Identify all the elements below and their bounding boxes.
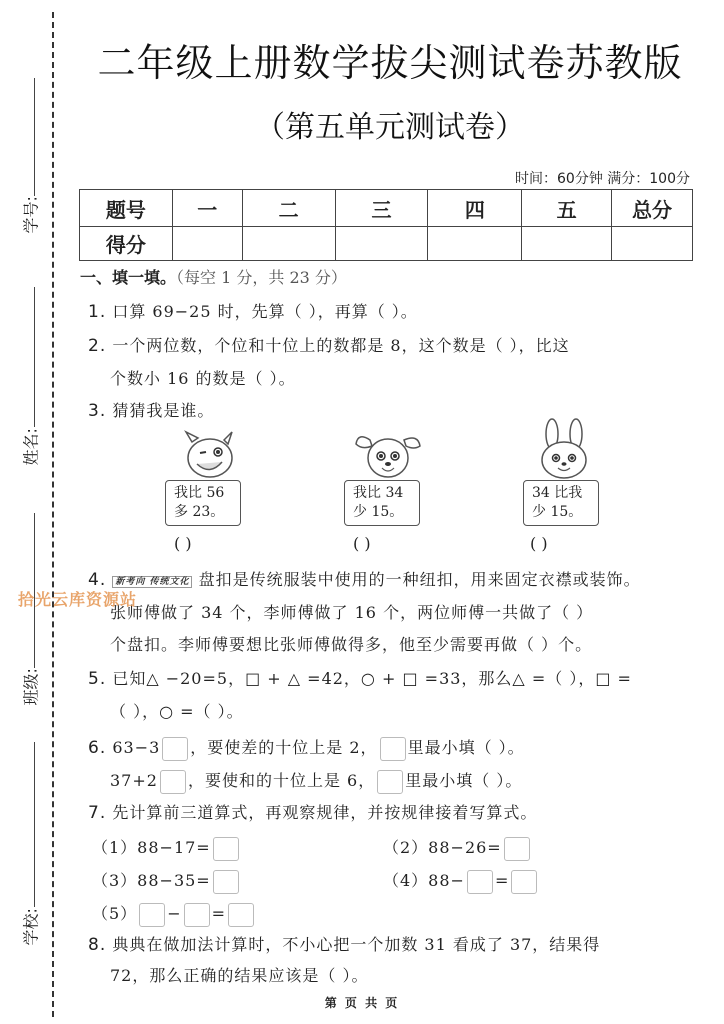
score-cell[interactable]: [172, 227, 242, 261]
q6a-pre: 63−3: [112, 738, 161, 757]
score-cell[interactable]: [335, 227, 428, 261]
score-cell[interactable]: [242, 227, 335, 261]
question-6b: [110, 768, 522, 794]
exam-meta: 时间：60分钟 满分：100分: [515, 171, 690, 187]
question-4-cont: 个盘扣。李师傅要想比张师傅做得多，他至少需要再做（ ）个。: [110, 635, 593, 654]
score-table: [79, 189, 693, 261]
question-8: [88, 932, 600, 955]
q6b-post: 里最小填（ ）。: [405, 771, 523, 790]
q7-item-label: （4）88−: [383, 871, 465, 890]
score-header-cell: 五: [522, 190, 612, 227]
score-header-cell: 总分: [612, 190, 693, 227]
answer-box[interactable]: [504, 837, 530, 861]
score-header-cell: 三: [335, 190, 428, 227]
q6b-pre: 37+2: [110, 771, 158, 790]
q6a-post: 里最小填（ ）。: [407, 738, 525, 757]
rabbit-answer-blank[interactable]: ( ): [530, 534, 548, 553]
dog-sign: [344, 480, 420, 526]
question-text: 一个两位数，个位和十位上的数都是 8，这个数是（ ），比这: [112, 336, 570, 355]
goat-answer-blank[interactable]: ( ): [174, 534, 192, 553]
question-5-cont: （ ），○ =（ ）。: [110, 702, 244, 721]
score-row-label: 得分: [80, 227, 173, 261]
rabbit-illustration: [524, 418, 604, 480]
answer-box[interactable]: [213, 870, 239, 894]
watermark: 拾光云库资源站: [18, 590, 138, 609]
school-line: [34, 742, 35, 907]
answer-box[interactable]: [184, 903, 210, 927]
score-cell[interactable]: [522, 227, 612, 261]
rabbit-sign: [523, 480, 599, 526]
page-footer: 第 页 共 页: [324, 996, 400, 1010]
question-4-cont: 张师傅做了 34 个，李师傅做了 16 个，两位师傅一共做了（ ）: [110, 603, 594, 622]
question-text: 已知△ −20=5，□ + △ =42，○ + □ =33，那么△ =（ ），□ =: [112, 669, 632, 688]
student-id-label: 学号:: [21, 196, 41, 234]
goat-sign-line: 多 23。: [174, 504, 225, 520]
rabbit-sign-line: 34 比我: [532, 485, 583, 501]
question-1: [88, 299, 418, 322]
school-label: 学校:: [21, 908, 41, 946]
question-text: 口算 69−25 时，先算（ ），再算（ ）。: [112, 302, 418, 321]
score-cell[interactable]: [428, 227, 522, 261]
score-header-cell: 一: [172, 190, 242, 227]
equals-sign: =: [494, 871, 510, 890]
question-4: [88, 567, 641, 590]
name-label: 姓名:: [21, 428, 41, 466]
question-text: 典典在做加法计算时，不小心把一个加数 31 看成了 37，结果得: [112, 935, 601, 954]
q7-item-label: （2）88−26=: [383, 838, 502, 857]
dog-sign-line: 少 15。: [353, 504, 404, 520]
page-title: 二年级上册数学拔尖测试卷苏教版: [97, 41, 683, 85]
question-number: 4.: [88, 570, 107, 590]
question-number: 7.: [88, 803, 107, 823]
goat-sign-line: 我比 56: [174, 485, 225, 501]
answer-box[interactable]: [228, 903, 254, 927]
question-number: 8.: [88, 935, 107, 955]
dog-illustration: [348, 428, 428, 480]
question-8-cont: 72，那么正确的结果应该是（ ）。: [110, 966, 369, 985]
binding-dashed-line: [52, 12, 54, 1017]
q7-item-4: [383, 868, 539, 894]
q6a-mid: ，要使差的十位上是 2，: [190, 738, 378, 757]
question-text: 先计算前三道算式，再观察规律，并按规律接着写算式。: [112, 803, 538, 822]
question-number: 5.: [88, 669, 107, 689]
question-3: [88, 398, 214, 421]
score-table-header-row: [80, 190, 693, 227]
section-1-title: 一、填一填。: [80, 268, 177, 287]
page-subtitle: （第五单元测试卷）: [255, 110, 525, 145]
section-1-heading: [80, 265, 347, 288]
q7-item-5: [92, 901, 256, 927]
answer-box[interactable]: [377, 770, 403, 794]
answer-box[interactable]: [162, 737, 188, 761]
score-header-cell: 二: [242, 190, 335, 227]
question-2: [88, 333, 570, 356]
q6b-mid: ，要使和的十位上是 6，: [187, 771, 376, 790]
goat-sign: [165, 480, 241, 526]
answer-box[interactable]: [213, 837, 239, 861]
question-number: 1.: [88, 302, 107, 322]
question-text: 盘扣是传统服装中使用的一种纽扣，用来固定衣襟或装饰。: [198, 570, 641, 589]
q7-item-3: [92, 868, 241, 894]
question-number: 2.: [88, 336, 107, 356]
score-header-cell: 四: [428, 190, 522, 227]
score-cell[interactable]: [612, 227, 693, 261]
dog-answer-blank[interactable]: ( ): [353, 534, 371, 553]
q7-item-1: [92, 835, 241, 861]
q7-item-2: [383, 835, 532, 861]
answer-box[interactable]: [160, 770, 186, 794]
equals-sign: =: [211, 904, 226, 923]
question-5: [88, 666, 632, 689]
question-7: [88, 800, 537, 823]
answer-box[interactable]: [380, 737, 406, 761]
question-6a: [88, 735, 525, 761]
q7-item-label: （3）88−35=: [92, 871, 211, 890]
question-2-cont: 个数小 16 的数是（ ）。: [110, 369, 296, 388]
dog-sign-line: 我比 34: [353, 485, 404, 501]
new-trend-tag: 新考向 传统文化: [112, 576, 192, 588]
name-line: [34, 287, 35, 427]
answer-box[interactable]: [139, 903, 165, 927]
score-header-cell: 题号: [80, 190, 173, 227]
question-number: 6.: [88, 738, 107, 758]
answer-box[interactable]: [467, 870, 493, 894]
score-table-score-row: [80, 227, 693, 261]
q7-item-label: （1）88−17=: [92, 838, 211, 857]
goat-illustration: [170, 428, 250, 480]
rabbit-sign-line: 少 15。: [532, 504, 583, 520]
answer-box[interactable]: [511, 870, 537, 894]
minus-sign: −: [167, 904, 182, 923]
class-label: 班级:: [21, 668, 41, 706]
student-id-line: [34, 78, 35, 196]
question-text: 猜猜我是谁。: [112, 401, 215, 420]
question-number: 3.: [88, 401, 107, 421]
q7-item-label: （5）: [92, 904, 138, 923]
section-1-note: （每空 1 分，共 23 分）: [176, 268, 347, 287]
